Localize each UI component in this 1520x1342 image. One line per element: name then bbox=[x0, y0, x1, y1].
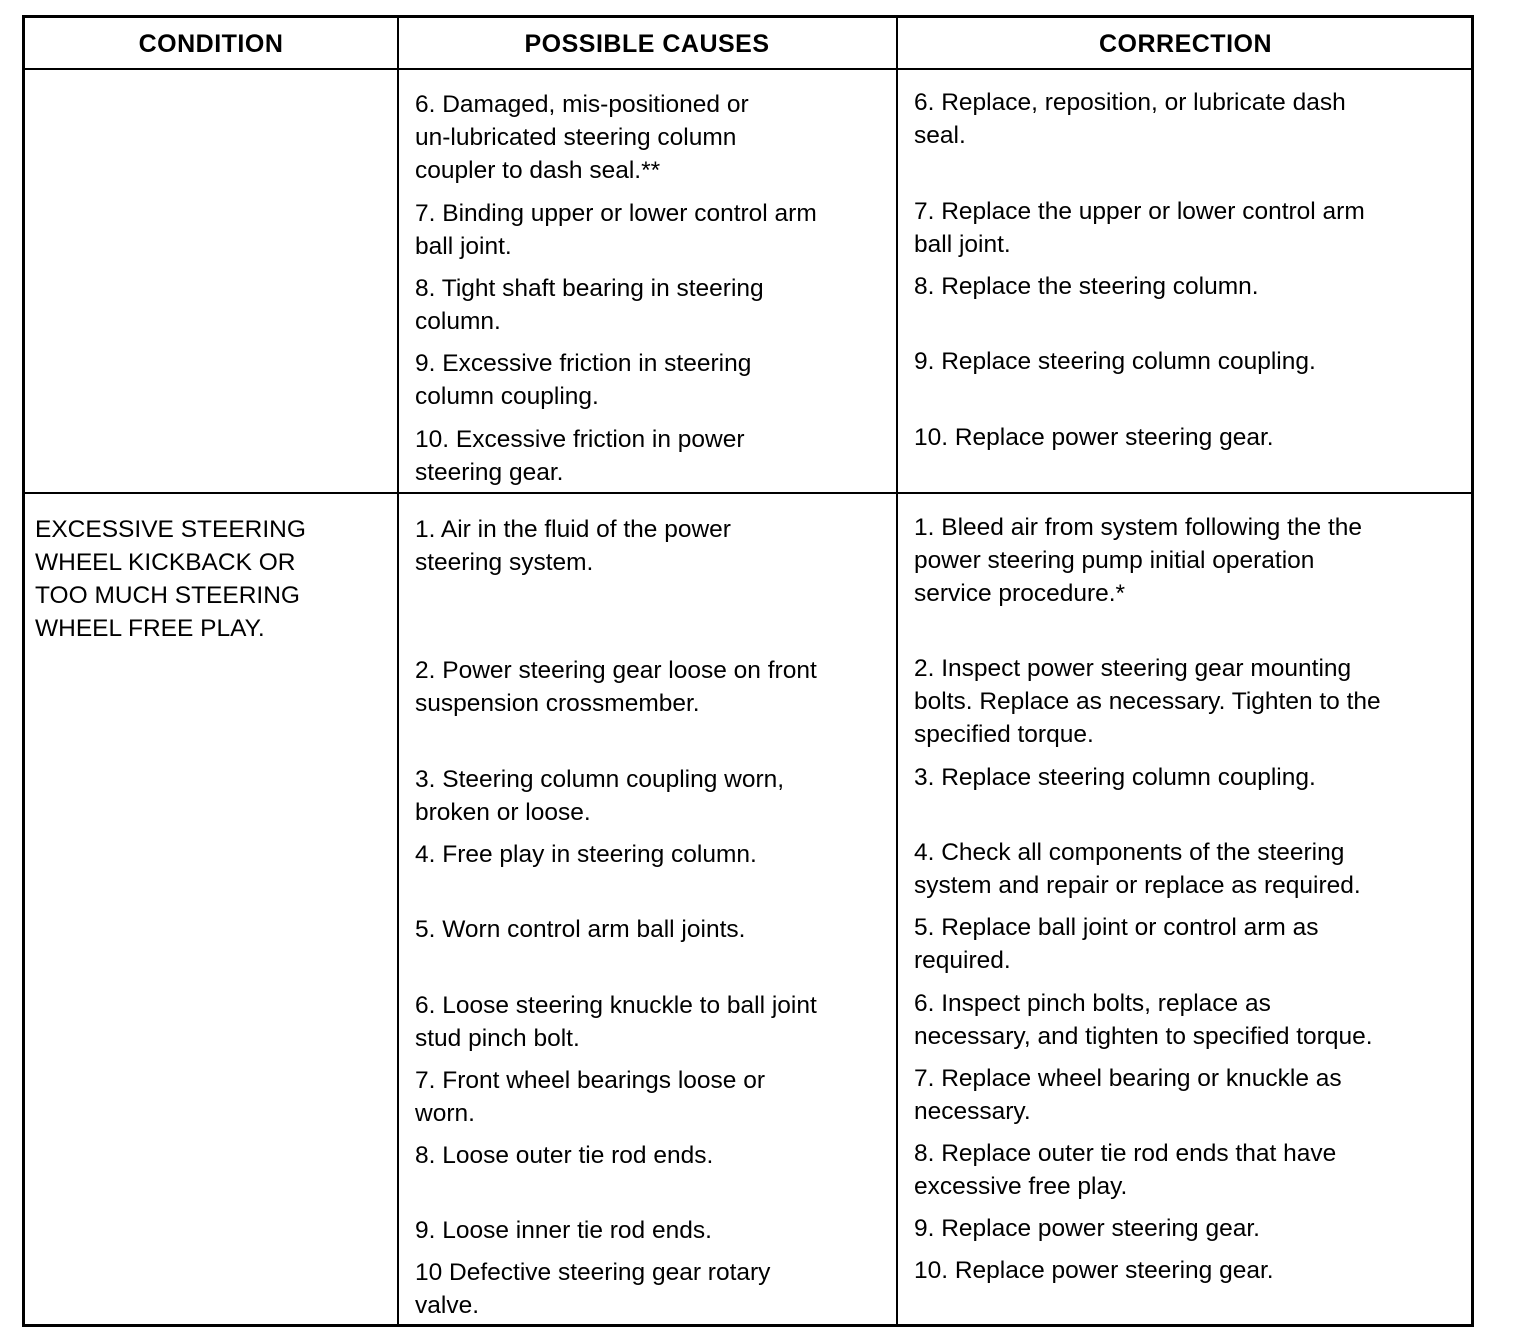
cause-cell: 7. Front wheel bearings loose or worn. bbox=[415, 1067, 765, 1127]
section-divider bbox=[25, 492, 1471, 494]
header-divider bbox=[25, 68, 1471, 70]
correction-cell: 7. Replace wheel bearing or knuckle as necessary. bbox=[914, 1065, 1342, 1125]
cause-cell: 7. Binding upper or lower control arm ball joint. bbox=[415, 200, 817, 260]
cause-cell: 6. Loose steering knuckle to ball joint stud pinch bolt. bbox=[415, 992, 817, 1052]
condition-cell: EXCESSIVE STEERING WHEEL KICKBACK OR TOO MUCH STEERING WHEEL FREE PLAY. bbox=[35, 516, 306, 642]
correction-cell: 10. Replace power steering gear. bbox=[914, 1257, 1274, 1284]
cause-cell: 9. Loose inner tie rod ends. bbox=[415, 1217, 712, 1244]
correction-cell: 1. Bleed air from system following the the power steering pump initial operation service procedure.* bbox=[914, 514, 1363, 607]
cause-cell: 3. Steering column coupling worn, broken or loose. bbox=[415, 766, 785, 826]
correction-cell: 6. Replace, reposition, or lubricate dash seal. bbox=[914, 89, 1346, 149]
correction-cell: 2. Inspect power steering gear mounting bolts. Replace as necessary. Tighten to the specified torque. bbox=[914, 655, 1381, 748]
cause-cell: 10. Excessive friction in power steering gear. bbox=[415, 426, 745, 486]
cause-cell: 2. Power steering gear loose on front suspension crossmember. bbox=[415, 657, 817, 717]
cause-cell: 1. Air in the fluid of the power steering system. bbox=[415, 516, 731, 576]
diagnosis-table bbox=[22, 15, 1474, 1327]
cause-cell: 8. Loose outer tie rod ends. bbox=[415, 1142, 714, 1169]
cause-cell: 5. Worn control arm ball joints. bbox=[415, 916, 746, 943]
header-condition: CONDITION bbox=[138, 30, 284, 58]
column-divider bbox=[397, 18, 399, 1324]
header-possible-causes: POSSIBLE CAUSES bbox=[524, 30, 770, 58]
correction-cell: 8. Replace the steering column. bbox=[914, 273, 1259, 300]
correction-cell: 9. Replace power steering gear. bbox=[914, 1215, 1260, 1242]
header-correction: CORRECTION bbox=[1098, 30, 1273, 58]
cause-cell: 10 Defective steering gear rotary valve. bbox=[415, 1259, 771, 1319]
cause-cell: 4. Free play in steering column. bbox=[415, 841, 757, 868]
correction-cell: 7. Replace the upper or lower control arm ball joint. bbox=[914, 198, 1365, 258]
cause-cell: 9. Excessive friction in steering column coupling. bbox=[415, 350, 752, 410]
correction-cell: 4. Check all components of the steering system and repair or replace as required. bbox=[914, 839, 1361, 899]
correction-cell: 5. Replace ball joint or control arm as required. bbox=[914, 914, 1319, 974]
cause-cell: 6. Damaged, mis-positioned or un-lubricated steering column coupler to dash seal.** bbox=[415, 91, 749, 184]
correction-cell: 9. Replace steering column coupling. bbox=[914, 348, 1316, 375]
correction-cell: 8. Replace outer tie rod ends that have excessive free play. bbox=[914, 1140, 1337, 1200]
correction-cell: 10. Replace power steering gear. bbox=[914, 424, 1274, 451]
column-divider bbox=[896, 18, 898, 1324]
correction-cell: 3. Replace steering column coupling. bbox=[914, 764, 1316, 791]
cause-cell: 8. Tight shaft bearing in steering column. bbox=[415, 275, 764, 335]
correction-cell: 6. Inspect pinch bolts, replace as necessary, and tighten to specified torque. bbox=[914, 990, 1373, 1050]
